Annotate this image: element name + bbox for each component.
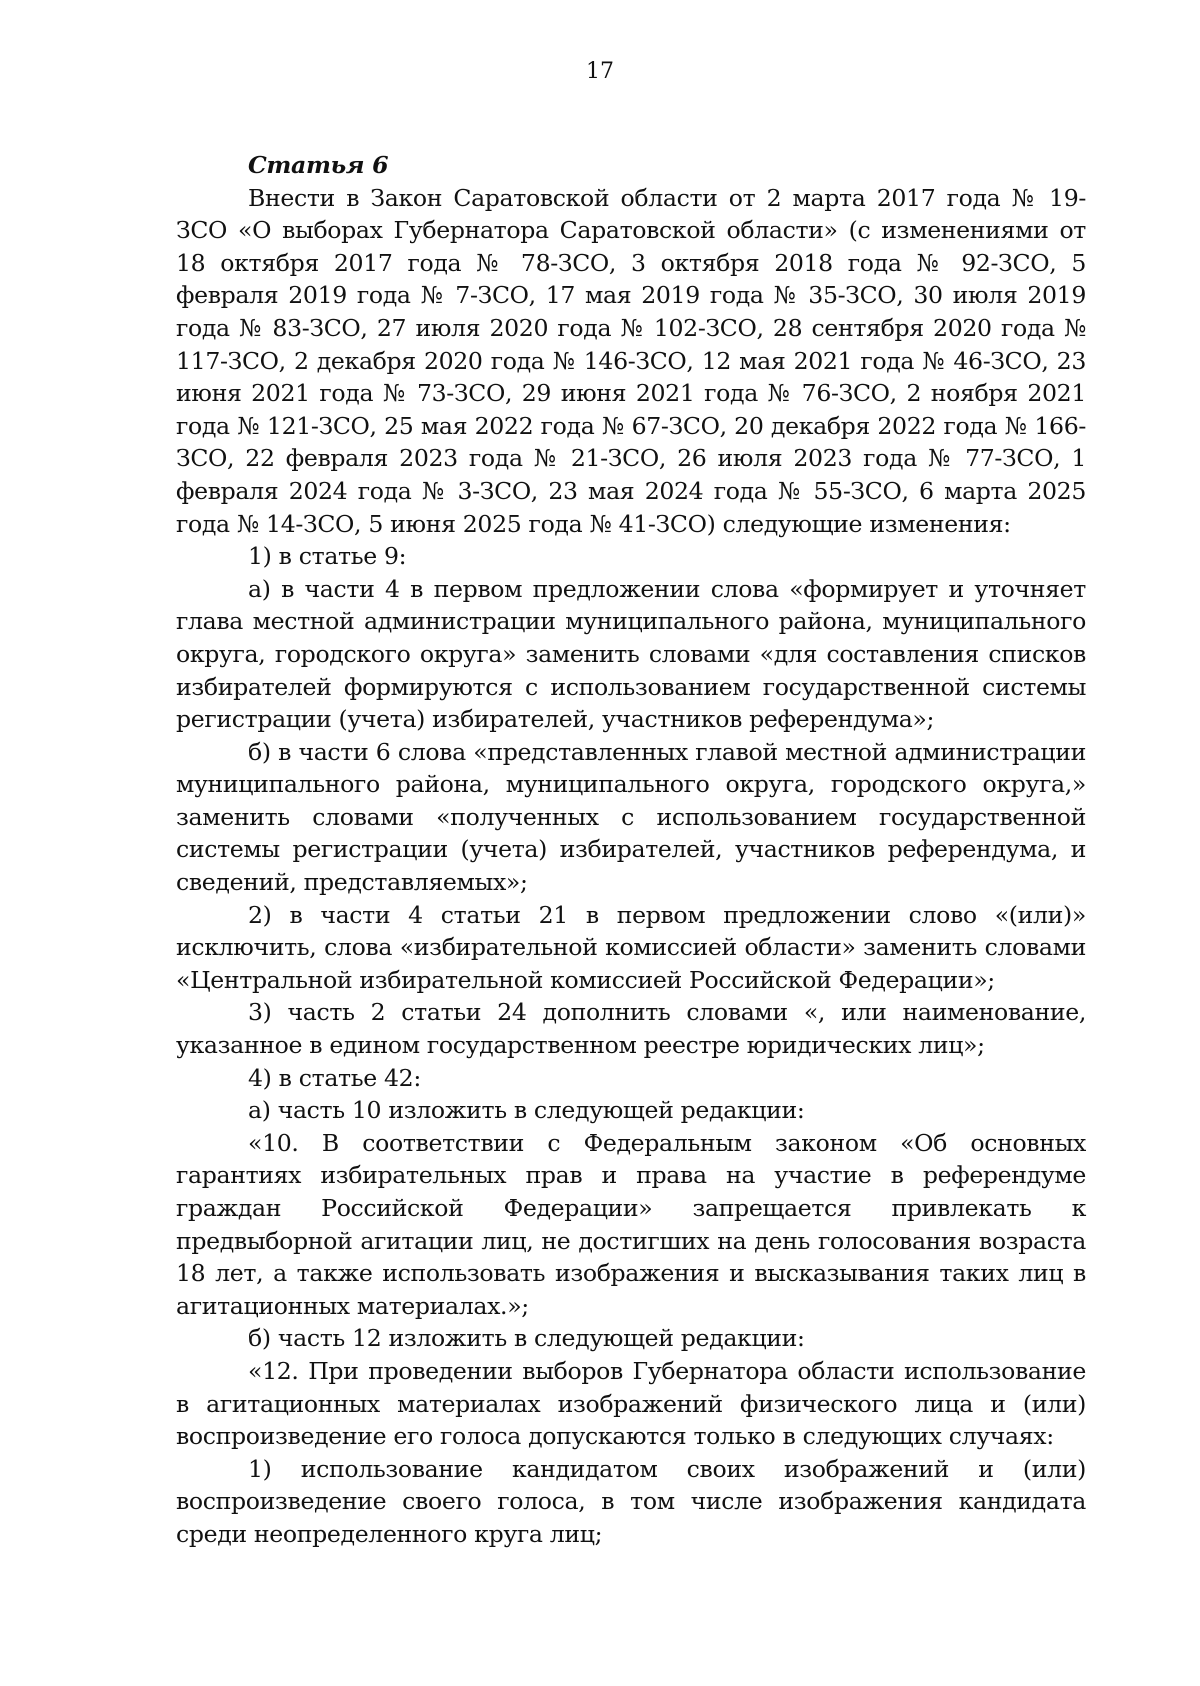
paragraph-item-3: 3) часть 2 статьи 24 дополнить словами «, или наименование, указанное в едином государственном реестре юридических лиц»; [176,998,1086,1060]
page-number: 17 [586,59,614,84]
document-body [176,149,1086,1551]
paragraph-part-12: «12. При проведении выборов Губернатора области использование в агитационных материалах изображений физического лица и (или) воспроизведение его голоса допускаются только в следующих случаях: [176,1356,1086,1451]
paragraph-part-10: «10. В соответствии с Федеральным законом «Об основных гарантиях избирательных прав и права на участие в референдуме граждан Российской Федерации» запрещается привлекать к предвыборной агитации лиц, не достигших на день голосования возраста 18 лет, а также использовать изображения и высказывания таких лиц в агитационных материалах.»; [176,1128,1086,1320]
paragraph-item-1: 1) в статье 9: [248,542,407,571]
paragraph-item-4b: б) часть 12 изложить в следующей редакции: [248,1324,805,1353]
article-heading: Статья 6 [248,151,389,179]
paragraph-item-4: 4) в статье 42: [248,1063,421,1092]
paragraph-amendment-intro: Внести в Закон Саратовской области от 2 марта 2017 года № 19-ЗСО «О выборах Губернатора Саратовской области» (с изменениями от 18 октября 2017 года № 78-ЗСО, 3 октября 2018 года № 92-ЗСО, 5 февраля 2019 года № 7-ЗСО, 17 мая 2019 года № 35-ЗСО, 30 июля 2019 года № 83-ЗСО, 27 июля 2020 года № 102-ЗСО, 28 сентября 2020 года № 117-ЗСО, 2 декабря 2020 года № 146-ЗСО, 12 мая 2021 года № 46-ЗСО, 23 июня 2021 года № 73-ЗСО, 29 июня 2021 года № 76-ЗСО, 2 ноября 2021 года № 121-ЗСО, 25 мая 2022 года № 67-ЗСО, 20 декабря 2022 года № 166-ЗСО, 22 февраля 2023 года № 21-ЗСО, 26 июля 2023 года № 77-ЗСО, 1 февраля 2024 года № 3-ЗСО, 23 мая 2024 года № 55-ЗСО, 6 марта 2025 года № 14-ЗСО, 5 июня 2025 года № 41-ЗСО) следующие изменения: [176,183,1086,538]
paragraph-part-12-item-1: 1) использование кандидатом своих изображений и (или) воспроизведение своего голоса, в том числе изображения кандидата среди неопределенного круга лиц; [176,1454,1086,1548]
paragraph-item-2: 2) в части 4 статьи 21 в первом предложении слово «(или)» исключить, слова «избирательной комиссией области» заменить словами «Центральной избирательной комиссией Российской Федерации»; [176,900,1086,994]
paragraph-item-1b: б) в части 6 слова «представленных главой местной администрации муниципального района, муниципального округа, городского округа,» заменить словами «полученных с использованием государственной системы регистрации (учета) избирателей, участников референдума, и сведений, представляемых»; [176,737,1086,897]
paragraph-item-4a: а) часть 10 изложить в следующей редакции: [248,1096,805,1125]
paragraph-item-1a: а) в части 4 в первом предложении слова «формирует и уточняет глава местной администрации муниципального района, муниципального округа, городского округа» заменить словами «для составления списков избирателей формируются с использованием государственной системы регистрации (учета) избирателей, участников референдума»; [176,574,1086,734]
